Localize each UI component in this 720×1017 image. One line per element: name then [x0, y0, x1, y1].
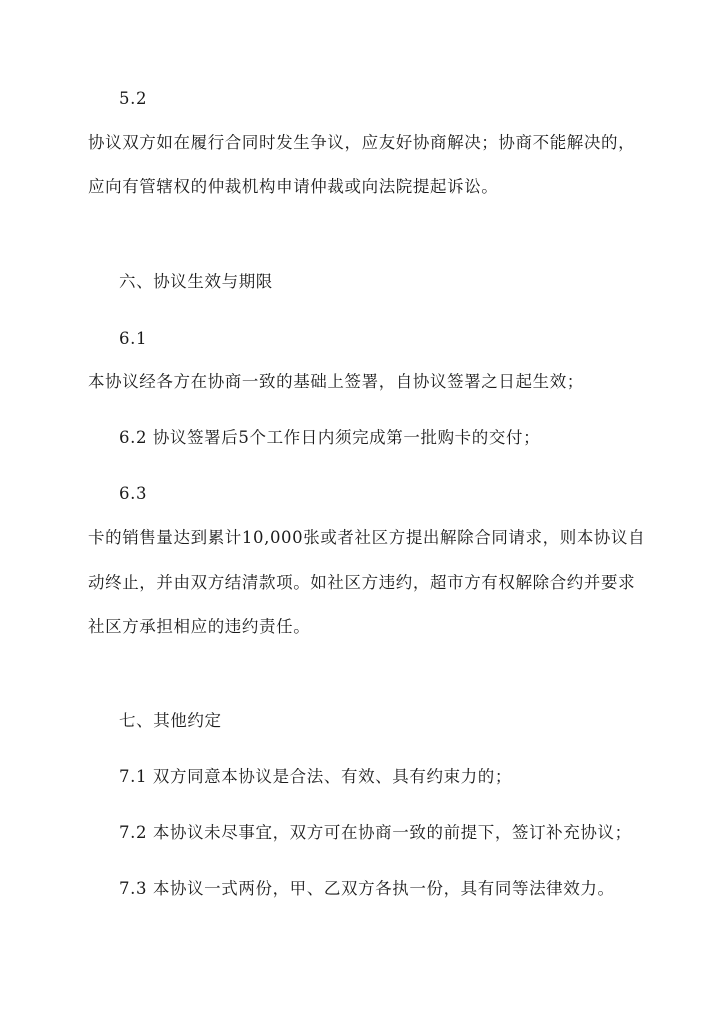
clause-6-3-text-line-3: 社区方承担相应的违约责任。 [88, 617, 311, 636]
section-7-heading: 七、其他约定 [119, 711, 222, 730]
clause-7-2: 7.2 本协议未尽事宜，双方可在协商一致的前提下，签订补充协议； [119, 823, 632, 842]
clause-6-1-number: 6.1 [119, 329, 148, 348]
clause-6-2: 6.2 协议签署后5个工作日内须完成第一批购卡的交付； [119, 428, 541, 447]
clause-6-3-text-line-1: 卡的销售量达到累计10,000张或者社区方提出解除合同请求，则本协议自 [88, 528, 646, 547]
clause-5-2-text-line-1: 协议双方如在履行合同时发生争议，应友好协商解决；协商不能解决的， [88, 133, 636, 152]
clause-5-2-number: 5.2 [119, 89, 148, 108]
section-6-heading: 六、协议生效与期限 [119, 272, 273, 291]
clause-7-1: 7.1 双方同意本协议是合法、有效、具有约束力的； [119, 767, 512, 786]
clause-6-3-number: 6.3 [119, 484, 148, 503]
clause-7-3: 7.3 本协议一式两份，甲、乙双方各执一份，具有同等法律效力。 [119, 879, 615, 898]
clause-5-2-text-line-2: 应向有管辖权的仲裁机构申请仲裁或向法院提起诉讼。 [88, 177, 499, 196]
clause-6-1-text: 本协议经各方在协商一致的基础上签署，自协议签署之日起生效； [88, 372, 584, 391]
clause-6-3-text-line-2: 动终止，并由双方结清款项。如社区方违约，超市方有权解除合约并要求 [88, 573, 636, 592]
